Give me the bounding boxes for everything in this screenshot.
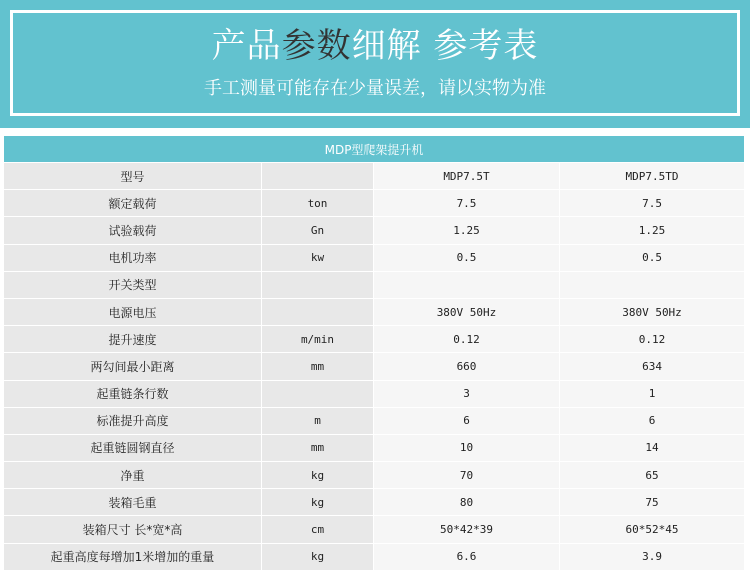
row-value-mdp7-5td: 3.9 <box>560 543 745 570</box>
row-value-mdp7-5t: 7.5 <box>374 190 560 217</box>
row-label: 起重链条行数 <box>4 380 262 407</box>
table-title: MDP型爬架提升机 <box>4 136 745 163</box>
table-title-row <box>4 136 745 163</box>
row-unit: ton <box>262 190 374 217</box>
table-row <box>4 217 745 244</box>
row-value-mdp7-5t: 50*42*39 <box>374 516 560 543</box>
table-row <box>4 543 745 570</box>
row-label: 起重高度每增加1米增加的重量 <box>4 543 262 570</box>
row-unit <box>262 271 374 298</box>
row-unit: kw <box>262 244 374 271</box>
row-unit <box>262 380 374 407</box>
table-row <box>4 462 745 489</box>
row-unit: kg <box>262 543 374 570</box>
banner-title-part2: 参数 <box>281 26 352 66</box>
row-label: 装箱尺寸 长*宽*高 <box>4 516 262 543</box>
row-label: 装箱毛重 <box>4 489 262 516</box>
row-value-mdp7-5td: 7.5 <box>560 190 745 217</box>
row-unit: m/min <box>262 326 374 353</box>
table-row <box>4 434 745 461</box>
row-unit: mm <box>262 434 374 461</box>
row-value-mdp7-5td: 1.25 <box>560 217 745 244</box>
table-row <box>4 516 745 543</box>
banner-title <box>0 24 750 68</box>
table-row <box>4 353 745 380</box>
table-row <box>4 244 745 271</box>
row-unit: cm <box>262 516 374 543</box>
row-label: 额定载荷 <box>4 190 262 217</box>
table-row <box>4 190 745 217</box>
row-value-mdp7-5t: 0.5 <box>374 244 560 271</box>
row-value-mdp7-5t: 3 <box>374 380 560 407</box>
table-row <box>4 163 745 190</box>
row-label: 净重 <box>4 462 262 489</box>
banner-title-part3: 细解 参考表 <box>351 26 539 66</box>
row-value-mdp7-5t: 70 <box>374 462 560 489</box>
row-value-mdp7-5t: 10 <box>374 434 560 461</box>
table-row <box>4 271 745 298</box>
row-value-mdp7-5td: 75 <box>560 489 745 516</box>
row-value-mdp7-5td: 60*52*45 <box>560 516 745 543</box>
row-value-mdp7-5td: 0.5 <box>560 244 745 271</box>
row-value-mdp7-5t <box>374 271 560 298</box>
row-label: 电机功率 <box>4 244 262 271</box>
row-value-mdp7-5td: 65 <box>560 462 745 489</box>
row-value-mdp7-5td <box>560 271 745 298</box>
row-value-mdp7-5td: 1 <box>560 380 745 407</box>
row-label: 提升速度 <box>4 326 262 353</box>
row-value-mdp7-5t: 0.12 <box>374 326 560 353</box>
row-unit: kg <box>262 489 374 516</box>
row-unit: Gn <box>262 217 374 244</box>
table-row <box>4 407 745 434</box>
row-unit <box>262 163 374 190</box>
row-label: 电源电压 <box>4 298 262 325</box>
row-value-mdp7-5t: 660 <box>374 353 560 380</box>
row-value-mdp7-5td: 634 <box>560 353 745 380</box>
row-label: 标准提升高度 <box>4 407 262 434</box>
row-value-mdp7-5td: 6 <box>560 407 745 434</box>
row-value-mdp7-5td: 380V 50Hz <box>560 298 745 325</box>
table-row <box>4 326 745 353</box>
row-value-mdp7-5td: MDP7.5TD <box>560 163 745 190</box>
row-value-mdp7-5t: 380V 50Hz <box>374 298 560 325</box>
row-unit: mm <box>262 353 374 380</box>
row-label: 两勾间最小距离 <box>4 353 262 380</box>
table-row <box>4 489 745 516</box>
row-label: 开关类型 <box>4 271 262 298</box>
row-value-mdp7-5t: 80 <box>374 489 560 516</box>
row-label: 试验载荷 <box>4 217 262 244</box>
row-value-mdp7-5td: 14 <box>560 434 745 461</box>
row-unit <box>262 298 374 325</box>
header-banner <box>0 0 750 128</box>
spec-table-body <box>4 163 745 571</box>
row-unit: kg <box>262 462 374 489</box>
table-row <box>4 380 745 407</box>
table-row <box>4 298 745 325</box>
spec-table <box>3 135 745 571</box>
banner-title-part1: 产品 <box>211 26 282 66</box>
row-value-mdp7-5t: 1.25 <box>374 217 560 244</box>
row-value-mdp7-5td: 0.12 <box>560 326 745 353</box>
row-value-mdp7-5t: 6.6 <box>374 543 560 570</box>
row-label: 起重链圆钢直径 <box>4 434 262 461</box>
row-unit: m <box>262 407 374 434</box>
row-value-mdp7-5t: MDP7.5T <box>374 163 560 190</box>
banner-subtitle: 手工测量可能存在少量误差，请以实物为准 <box>204 78 546 99</box>
row-value-mdp7-5t: 6 <box>374 407 560 434</box>
row-label: 型号 <box>4 163 262 190</box>
